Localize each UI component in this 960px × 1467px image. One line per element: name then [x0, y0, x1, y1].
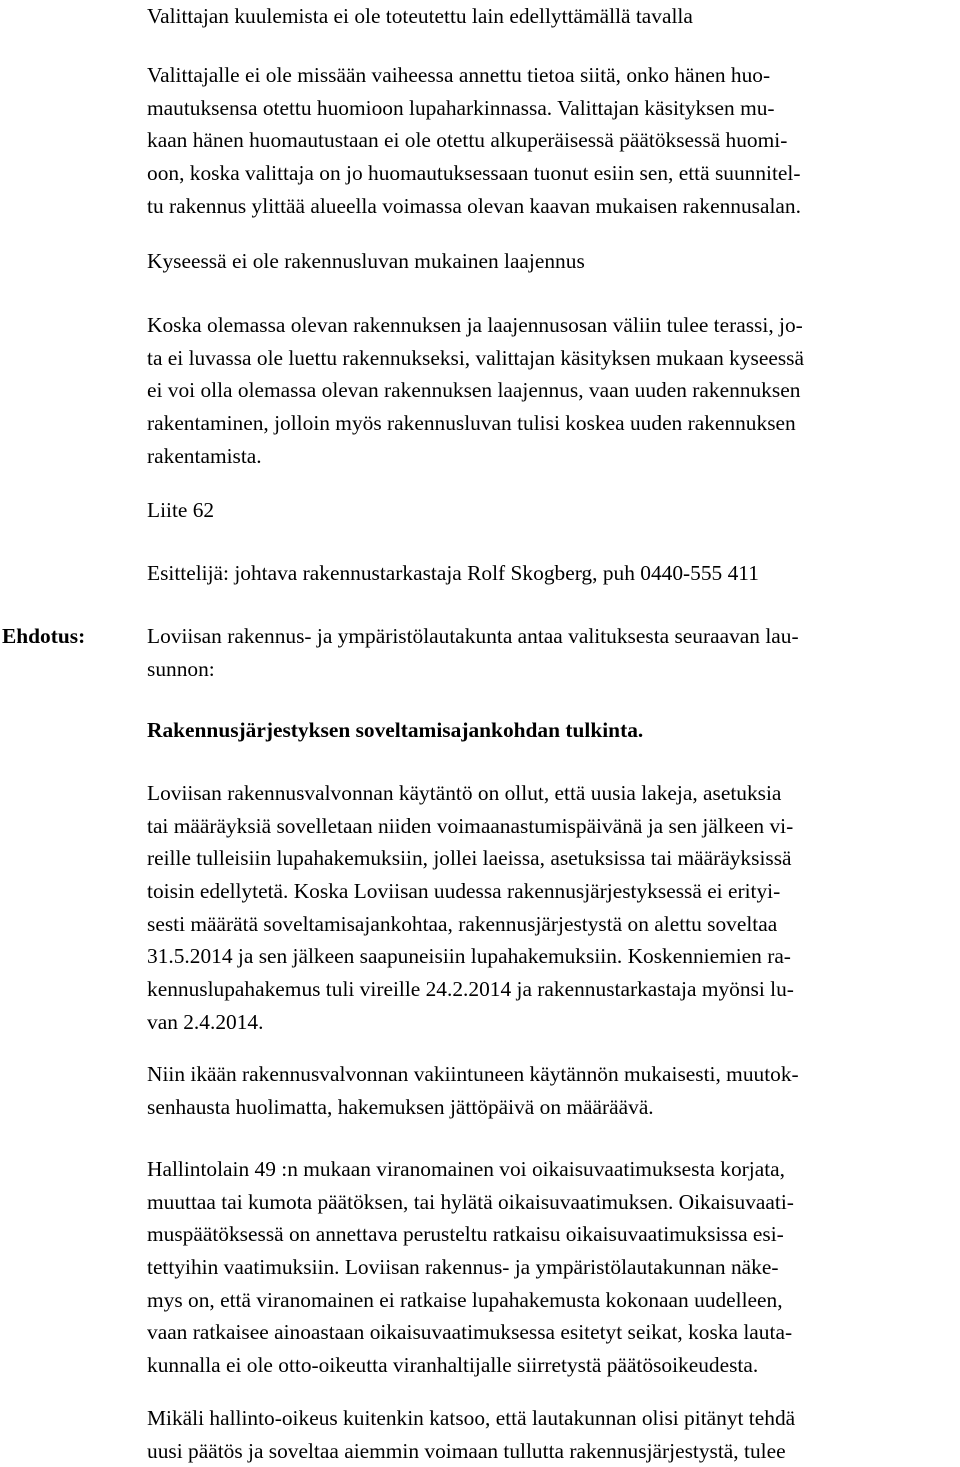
text-line: rakentaminen, jolloin myös rakennusluvan tulisi koskea uuden rakennuksen: [147, 411, 796, 436]
text-line: Esittelijä: johtava rakennustarkastaja Rolf Skogberg, puh 0440-555 411: [147, 561, 759, 585]
text-line: mautuksensa otettu huomioon lupaharkinnassa. Valittajan käsityksen mu-: [147, 95, 775, 120]
subheading-not-permitted-extension: [147, 245, 955, 278]
presenter-line: [147, 557, 955, 590]
text-line: senhausta huolimatta, hakemuksen jättöpäivä on määräävä.: [147, 1094, 654, 1119]
text-line: ta ei luvassa ole luettu rakennukseksi, valittajan käsityksen mukaan kyseessä: [147, 345, 804, 370]
text-line: van 2.4.2014.: [147, 1009, 264, 1034]
text-line: Loviisan rakennus- ja ympäristölautakunta antaa valituksesta seuraavan lau-: [147, 624, 799, 648]
text-line: muspäätöksessä on annettava perusteltu ratkaisu oikaisuvaatimuksissa esi-: [147, 1222, 784, 1247]
bold-heading-interpretation: [147, 714, 955, 747]
text-line: tu rakennus ylittää alueella voimassa olevan kaavan mukaisen rakennusalan.: [147, 193, 801, 218]
text-line: toisin edellytetä. Koska Loviisan uudessa rakennusjärjestyksessä ei erityi-: [147, 879, 781, 904]
proposal-label: Ehdotus:: [2, 624, 86, 648]
text-line: tai määräyksiä sovelletaan niiden voimaanastumispäivänä ja sen jälkeen vi-: [147, 813, 794, 838]
paragraph-administrative-act: [147, 1153, 955, 1382]
subheading-complainant-hearing: [147, 0, 955, 33]
text-line: kaan hänen huomautustaan ei ole otettu alkuperäisessä päätöksessä huomi-: [147, 128, 788, 153]
text-line: 31.5.2014 ja sen jälkeen saapuneisiin lupahakemuksiin. Koskenniemien ra-: [147, 944, 791, 969]
text-line: Valittajalle ei ole missään vaiheessa annettu tietoa siitä, onko hänen huo-: [147, 63, 771, 87]
paragraph-proposal: [147, 620, 955, 685]
text-line: Rakennusjärjestyksen soveltamisajankohdan tulkinta.: [147, 718, 644, 742]
paragraph-application-date: [147, 1058, 955, 1123]
text-line: sunnon:: [147, 656, 215, 681]
text-line: muuttaa tai kumota päätöksen, tai hylätä oikaisuvaatimuksen. Oikaisuvaati-: [147, 1189, 794, 1214]
paragraph-court-condition: [147, 1402, 955, 1467]
text-line: reille tulleisiin lupahakemuksiin, jollei laeissa, asetuksissa tai määräyksissä: [147, 846, 792, 871]
text-line: uusi päätös ja soveltaa aiemmin voimaan tullutta rakennusjärjestystä, tulee: [147, 1438, 786, 1463]
text-line: oon, koska valittaja on jo huomautuksessaan tuonut esiin sen, että suunnitel-: [147, 161, 801, 186]
text-line: kennuslupahakemus tuli vireille 24.2.2014 ja rakennustarkastaja myönsi lu-: [147, 977, 794, 1002]
text-line: sesti määrätä soveltamisajankohtaa, rakennusjärjestystä on alettu soveltaa: [147, 911, 778, 936]
text-line: Hallintolain 49 :n mukaan viranomainen voi oikaisuvaatimuksesta korjata,: [147, 1157, 786, 1181]
text-line: kunnalla ei ole otto-oikeutta viranhaltijalle siirretystä päätösoikeudesta.: [147, 1353, 759, 1378]
text-line: Niin ikään rakennusvalvonnan vakiintuneen käytännön mukaisesti, muutok-: [147, 1062, 799, 1086]
paragraph-practice: [147, 777, 955, 1039]
text-line: Valittajan kuulemista ei ole toteutettu lain edellyttämällä tavalla: [147, 4, 693, 28]
text-line: Loviisan rakennusvalvonnan käytäntö on ollut, että uusia lakeja, asetuksia: [147, 781, 782, 805]
paragraph-terrace-argument: [147, 309, 955, 472]
text-line: rakentamista.: [147, 443, 262, 468]
text-line: Liite 62: [147, 498, 215, 522]
text-line: ei voi olla olemassa olevan rakennuksen laajennus, vaan uuden rakennuksen: [147, 378, 801, 403]
attachment-reference: [147, 494, 955, 527]
text-line: tettyihin vaatimuksiin. Loviisan rakennus- ja ympäristölautakunnan näke-: [147, 1255, 779, 1280]
text-line: Kyseessä ei ole rakennusluvan mukainen laajennus: [147, 249, 585, 273]
text-line: vaan ratkaisee ainoastaan oikaisuvaatimuksessa esitetyt seikat, koska lauta-: [147, 1320, 793, 1345]
text-line: Koska olemassa olevan rakennuksen ja laajennusosan väliin tulee terassi, jo-: [147, 313, 803, 337]
paragraph-complainant-notice: [147, 59, 955, 222]
text-line: mys on, että viranomainen ei ratkaise lupahakemusta kokonaan uudelleen,: [147, 1287, 783, 1312]
text-line: Mikäli hallinto-oikeus kuitenkin katsoo, että lautakunnan olisi pitänyt tehdä: [147, 1406, 796, 1430]
